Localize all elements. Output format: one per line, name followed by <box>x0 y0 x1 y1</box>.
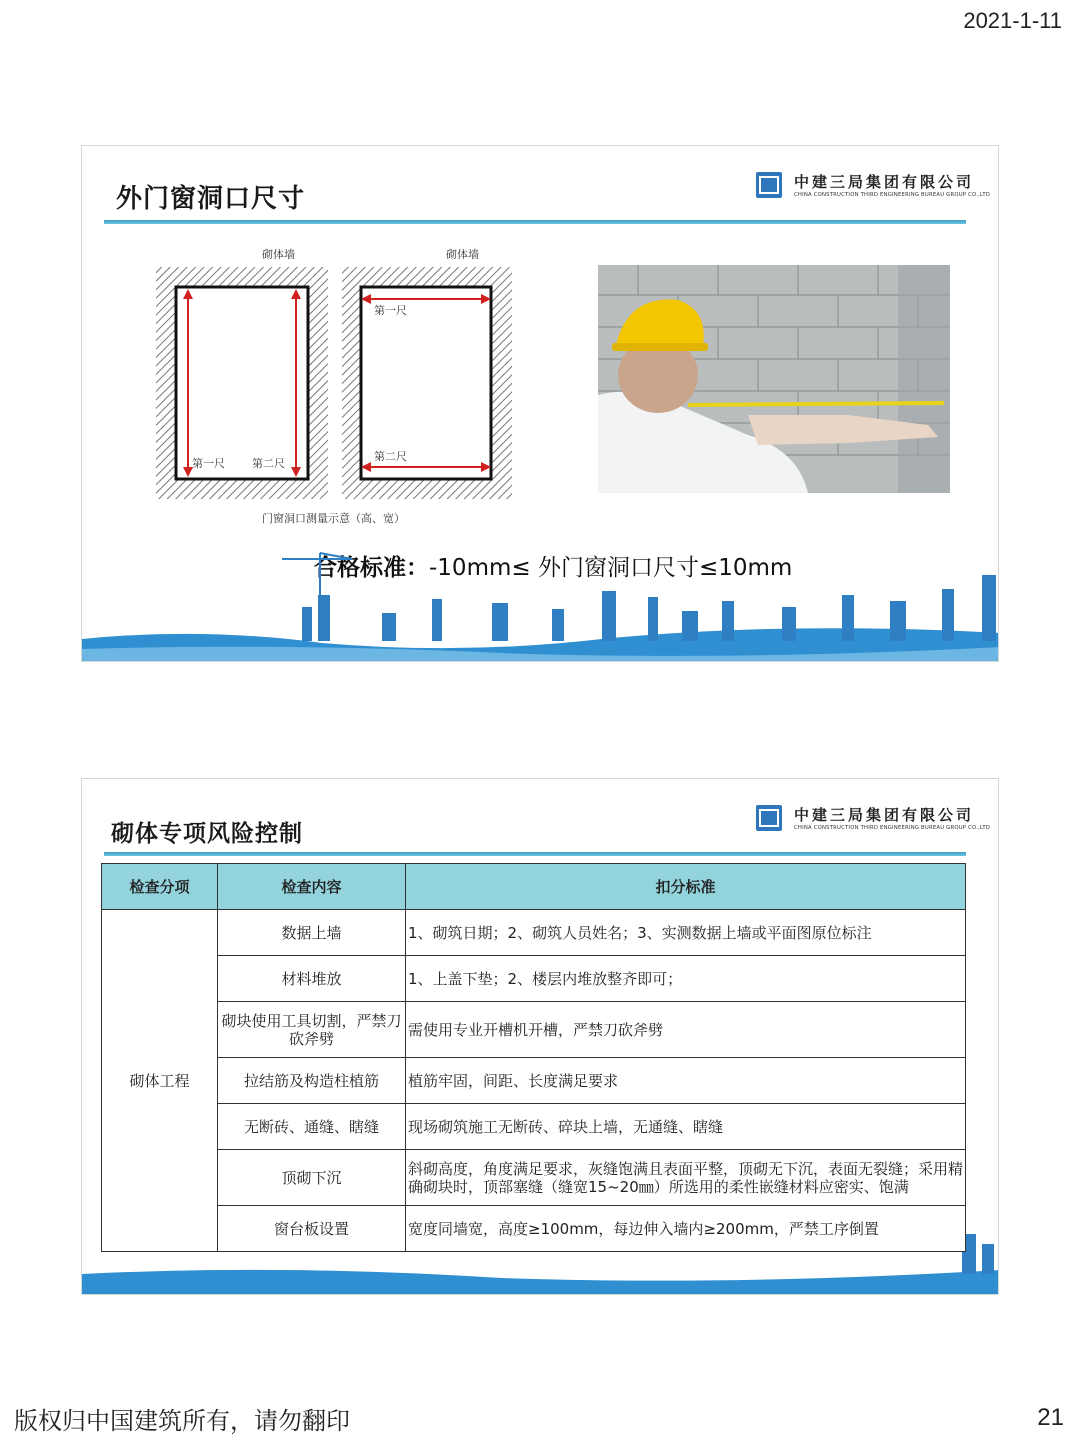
content-cell: 数据上墙 <box>218 910 406 956</box>
content-cell: 窗台板设置 <box>218 1206 406 1252</box>
ruler-label-left-2: 第二尺 <box>252 457 285 470</box>
title-divider <box>104 220 966 224</box>
slide-title: 外门窗洞口尺寸 <box>116 184 306 214</box>
risk-control-table <box>101 863 966 1252</box>
category-cell: 砌体工程 <box>102 910 218 1252</box>
standard-cell: 斜砌高度，角度满足要求，灰缝饱满且表面平整，顶砌无下沉，表面无裂缝；采用精确砌块时，顶部塞缝（缝宽15~20㎜）所选用的柔性嵌缝材料应密实、饱满 <box>406 1150 966 1206</box>
table-row <box>102 1058 966 1104</box>
company-name-en: CHINA CONSTRUCTION THIRD ENGINEERING BUREAU GROUP CO.,LTD <box>794 825 991 831</box>
construction-worker-photo <box>598 265 950 493</box>
wall-label-right: 砌体墙 <box>446 248 479 261</box>
title-divider <box>104 852 966 856</box>
table-row <box>102 956 966 1002</box>
opening-measurement-diagram <box>152 242 512 532</box>
standard-cell: 1、砌筑日期；2、砌筑人员姓名；3、实测数据上墙或平面图原位标注 <box>406 910 966 956</box>
ruler-label-right-1: 第一尺 <box>374 304 407 317</box>
standard-cell: 植筋牢固，间距、长度满足要求 <box>406 1058 966 1104</box>
standard-label: 合格标准： <box>314 555 429 581</box>
slide-door-window-opening <box>81 145 999 662</box>
table-row <box>102 1002 966 1058</box>
header-deduction-standard: 扣分标准 <box>406 864 966 910</box>
wall-label-left: 砌体墙 <box>262 248 295 261</box>
standard-cell: 1、上盖下垫；2、楼层内堆放整齐即可； <box>406 956 966 1002</box>
table-row <box>102 1150 966 1206</box>
ruler-label-right-2: 第二尺 <box>374 450 407 463</box>
standard-cell: 宽度同墙宽，高度≥100mm，每边伸入墙内≥200mm，严禁工序倒置 <box>406 1206 966 1252</box>
content-cell: 拉结筋及构造柱植筋 <box>218 1058 406 1104</box>
table-row <box>102 1104 966 1150</box>
header-content: 检查内容 <box>218 864 406 910</box>
city-skyline-graphic <box>82 551 999 661</box>
diagram-caption: 门窗洞口测量示意（高、宽） <box>262 512 405 525</box>
company-name-cn: 中建三局集团有限公司 <box>794 806 975 824</box>
opening-left <box>176 287 308 479</box>
header-category: 检查分项 <box>102 864 218 910</box>
ruler-label-left-1: 第一尺 <box>192 457 225 470</box>
table-row <box>102 1206 966 1252</box>
company-logo-icon <box>756 172 782 198</box>
table-row <box>102 910 966 956</box>
company-logo <box>756 172 991 208</box>
content-cell: 砌块使用工具切割，严禁刀砍斧劈 <box>218 1002 406 1058</box>
company-logo <box>756 805 991 841</box>
standard-cell: 现场砌筑施工无断砖、碎块上墙，无通缝、瞎缝 <box>406 1104 966 1150</box>
slide-title: 砌体专项风险控制 <box>111 821 303 847</box>
page-number: 21 <box>1037 1404 1064 1431</box>
company-logo-icon <box>756 805 782 831</box>
content-cell: 材料堆放 <box>218 956 406 1002</box>
table-header-row <box>102 864 966 910</box>
company-name-cn: 中建三局集团有限公司 <box>794 173 975 191</box>
content-cell: 无断砖、通缝、瞎缝 <box>218 1104 406 1150</box>
company-name-en: CHINA CONSTRUCTION THIRD ENGINEERING BUREAU GROUP CO.,LTD <box>794 192 991 198</box>
standard-cell: 需使用专业开槽机开槽，严禁刀砍斧劈 <box>406 1002 966 1058</box>
slide-masonry-risk-control <box>81 778 999 1295</box>
content-cell: 顶砌下沉 <box>218 1150 406 1206</box>
standard-value: -10mm≤ 外门窗洞口尺寸≤10mm <box>429 555 793 581</box>
page-date: 2021-1-11 <box>963 8 1062 33</box>
copyright-notice: 版权归中国建筑所有，请勿翻印 <box>14 1407 350 1435</box>
